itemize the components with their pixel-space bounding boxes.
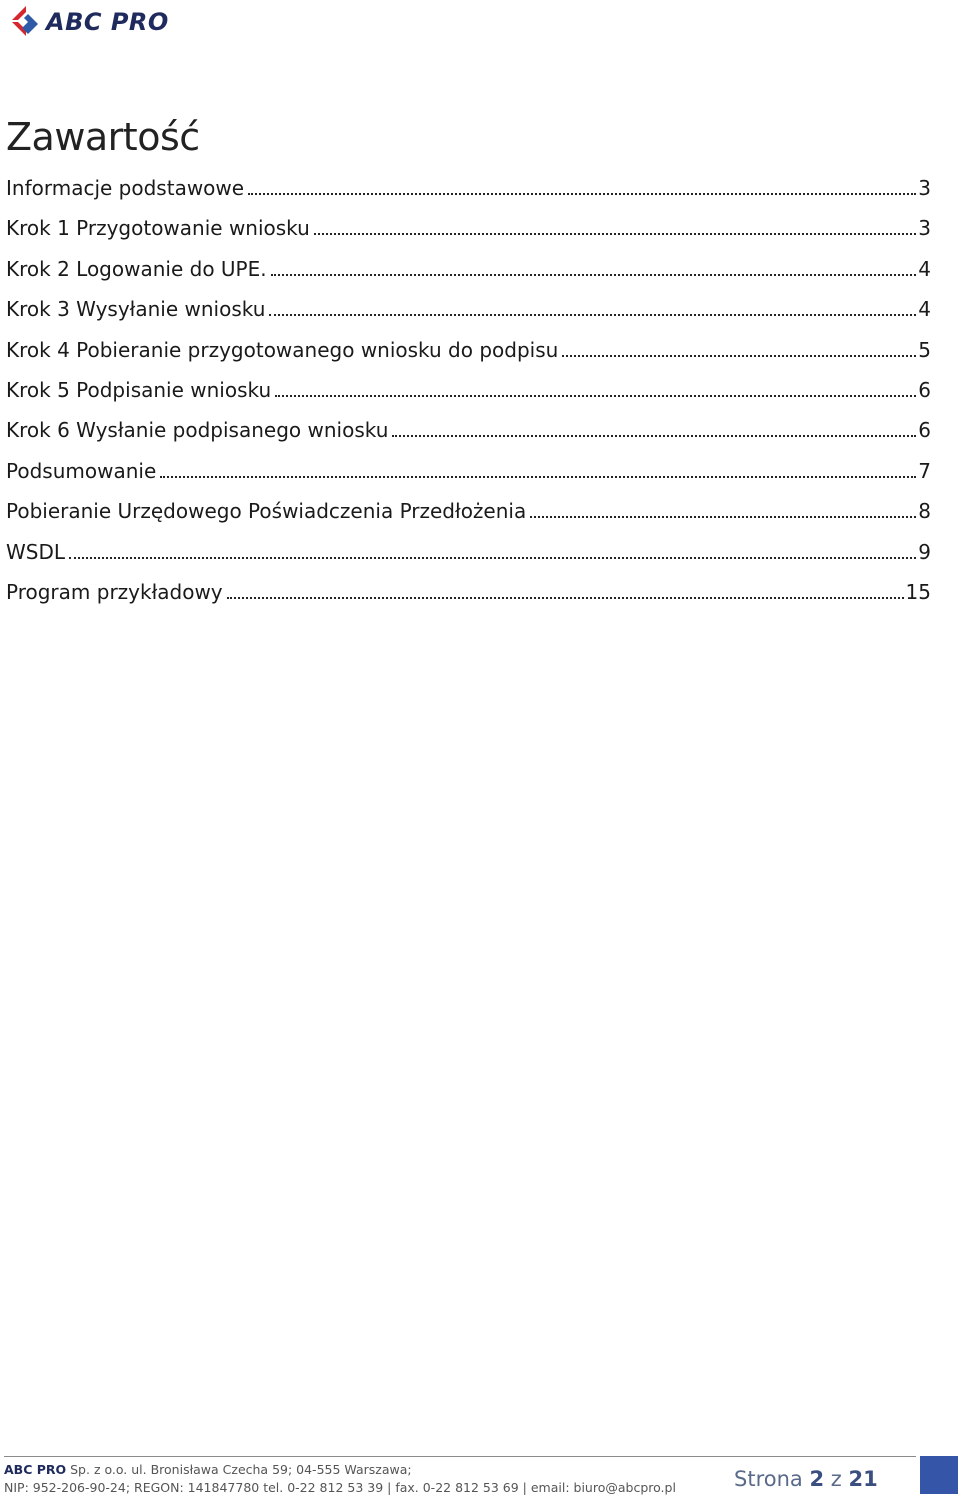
- toc-entry[interactable]: [6, 410, 931, 450]
- page-number-current: 2: [809, 1467, 825, 1491]
- toc-dot-leader: [314, 233, 916, 235]
- toc-entry-page: 15: [905, 579, 931, 604]
- toc-entry[interactable]: [6, 208, 931, 248]
- toc-entry-label: Krok 5 Podpisanie wniosku: [6, 377, 272, 402]
- toc-entry-page: 7: [918, 458, 931, 483]
- toc-entry[interactable]: [6, 289, 931, 329]
- page-number: [734, 1465, 878, 1493]
- toc-entry[interactable]: [6, 572, 931, 612]
- abc-pro-logo: [8, 4, 178, 40]
- toc-entry-label: Informacje podstawowe: [6, 176, 245, 200]
- toc-dot-leader: [160, 476, 916, 478]
- footer-company-details: Sp. z o.o. ul. Bronisława Czecha 59; 04-555 Warszawa;: [70, 1462, 412, 1477]
- toc-entry-label: Podsumowanie: [6, 458, 157, 483]
- toc-entry-page: 9: [918, 539, 931, 564]
- logo-text: ABC PRO: [46, 8, 169, 36]
- toc-entry-page: 3: [918, 176, 931, 200]
- toc-entry-label: Krok 6 Wysłanie podpisanego wniosku: [6, 418, 389, 443]
- toc-entry-label: Pobieranie Urzędowego Poświadczenia Przedłożenia: [6, 499, 527, 524]
- toc-entry[interactable]: [6, 330, 931, 370]
- toc-dot-leader: [269, 314, 916, 316]
- toc-dot-leader: [227, 597, 904, 599]
- toc-dot-leader: [248, 193, 916, 195]
- abc-pro-diamond-logo-icon: [8, 4, 44, 40]
- toc-entry-page: 6: [918, 418, 931, 443]
- toc-entry[interactable]: [6, 532, 931, 572]
- toc-entry-label: Krok 3 Wysyłanie wniosku: [6, 297, 266, 322]
- toc-entry-label: Krok 2 Logowanie do UPE.: [6, 256, 267, 281]
- footer-company-address: [4, 1461, 412, 1478]
- toc-entry-label: Krok 1 Przygotowanie wniosku: [6, 216, 310, 241]
- toc-entry[interactable]: [6, 249, 931, 289]
- toc-entry-page: 3: [918, 216, 931, 241]
- toc-dot-leader: [530, 516, 916, 518]
- toc-entry-page: 8: [918, 499, 931, 524]
- toc-dot-leader: [275, 395, 916, 397]
- toc-entry-label: Krok 4 Pobieranie przygotowanego wniosku do podpisu: [6, 337, 559, 362]
- toc-dot-leader: [562, 355, 916, 357]
- toc-entry-page: 6: [918, 377, 931, 402]
- page-number-separator: z: [830, 1467, 842, 1491]
- toc-entry-page: 4: [918, 297, 931, 322]
- toc-entry[interactable]: [6, 168, 931, 208]
- toc-entry[interactable]: [6, 451, 931, 491]
- toc-dot-leader: [392, 435, 916, 437]
- table-of-contents: [6, 168, 931, 612]
- toc-entry-page: 4: [918, 256, 931, 281]
- toc-entry-page: 5: [918, 337, 931, 362]
- footer-company-name: ABC PRO: [4, 1462, 67, 1477]
- toc-entry[interactable]: [6, 370, 931, 410]
- page-number-prefix: Strona: [734, 1467, 803, 1491]
- toc-dot-leader: [271, 274, 917, 276]
- footer-divider: [4, 1456, 916, 1457]
- footer-contact-info: NIP: 952-206-90-24; REGON: 141847780 tel. 0-22 812 53 39 | fax. 0-22 812 53 69 | email: biuro@abcpro.pl: [4, 1480, 676, 1495]
- footer-accent-square: [920, 1456, 958, 1494]
- toc-title: Zawartość: [6, 115, 200, 159]
- toc-entry-label: WSDL: [6, 539, 66, 564]
- toc-entry[interactable]: [6, 491, 931, 531]
- toc-entry-label: Program przykładowy: [6, 579, 223, 604]
- toc-dot-leader: [69, 557, 916, 559]
- page-number-total: 21: [848, 1467, 878, 1491]
